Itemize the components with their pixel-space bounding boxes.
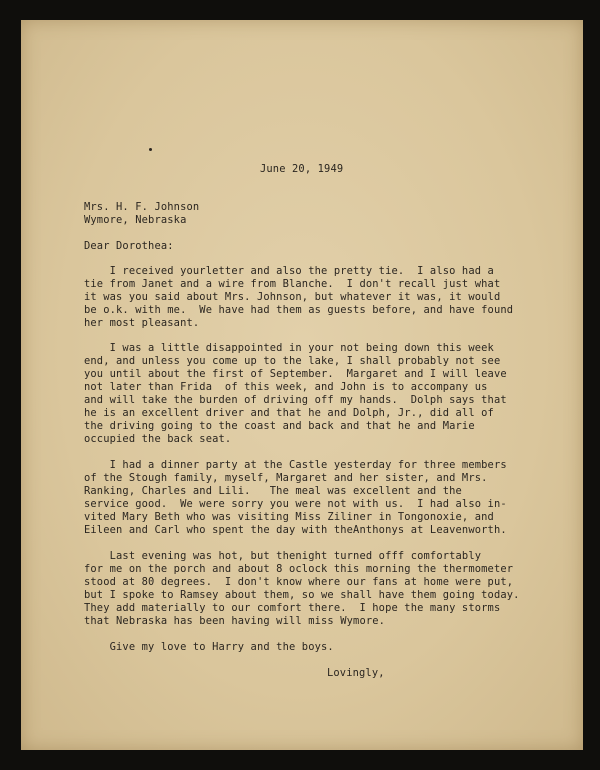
salutation: Dear Dorothea: bbox=[84, 240, 174, 252]
body-paragraph-4: Last evening was hot, but thenight turned offf comfortably for me on the porch and about 8 oclock this morning the thermometer stood at 80 degrees. I don't know where our fans at home were put, but I spoke to Ramsey about them, so we shall have them going today. They add materially to our comfort there. I hope the many storms that Nebraska has been having will miss Wymore. bbox=[84, 550, 520, 627]
letter-page bbox=[21, 20, 583, 750]
signoff: Lovingly, bbox=[327, 667, 385, 679]
body-paragraph-3: I had a dinner party at the Castle yesterday for three members of the Stough family, myself, Margaret and her sister, and Mrs. Ranking, Charles and Lili. The meal was excellent and the service good. We were sorry you were not with us. I had also in- vited Mary Beth who was visiting Miss Ziliner in Tongonoxie, and Eileen and Carl who spent the day with theAnthonys at Leavenworth. bbox=[84, 459, 507, 536]
recipient-name: Mrs. H. F. Johnson bbox=[84, 201, 200, 213]
ink-speck bbox=[149, 148, 152, 151]
body-paragraph-1: I received yourletter and also the pretty tie. I also had a tie from Janet and a wire from Blanche. I don't recall just what it was you said about Mrs. Johnson, but whatever it was, it would be o.k. with me. We have had them as guests before, and have found her most pleasant. bbox=[84, 265, 514, 329]
recipient-address: Wymore, Nebraska bbox=[84, 214, 187, 226]
closing-line: Give my love to Harry and the boys. bbox=[84, 641, 334, 653]
body-paragraph-2: I was a little disappointed in your not being down this week end, and unless you come up to the lake, I shall probably not see you until about the first of September. Margaret and I will leave not later than Frida of this week, and John is to accompany us and will take the burden of driving off my hands. Dolph says that he is an excellent driver and that he and Dolph, Jr., did all of the driving going to the coast and back and that he and Marie occupied the back seat. bbox=[84, 342, 507, 445]
letter-date: June 20, 1949 bbox=[260, 163, 344, 175]
